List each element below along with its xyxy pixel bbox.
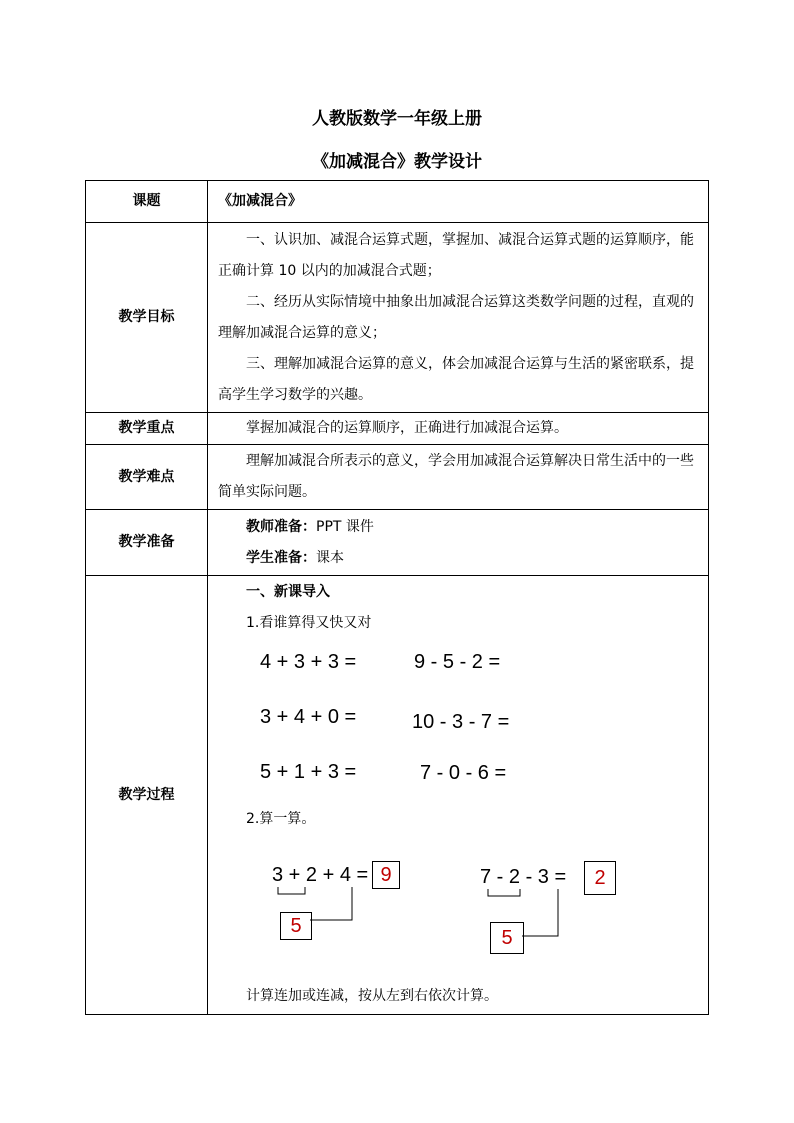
example2-expression: 7 - 2 - 3 = (480, 866, 567, 888)
equation-2: 9 - 5 - 2 = (414, 651, 501, 673)
example1-answer-box: 9 (372, 861, 400, 889)
step2-heading: 2.算一算。 (246, 811, 316, 827)
goal-item-3: 三、理解加减混合运算的意义，体会加减混合运算与生活的紧密联系，提高学生学习数学的兴趣。 (218, 355, 694, 403)
student-prep-value: 课本 (316, 549, 344, 566)
student-prep-label: 学生准备： (246, 549, 316, 566)
table-row-goals (86, 223, 709, 413)
table-row-difficulty (86, 445, 709, 510)
table-row-key (86, 413, 709, 445)
process-content (208, 576, 709, 1015)
document-title: 人教版数学一年级上册 (312, 109, 482, 129)
example2-partial-box: 5 (490, 922, 524, 954)
key-value: 掌握加减混合的运算顺序，正确进行加减混合运算。 (208, 413, 709, 445)
key-label: 教学重点 (86, 413, 208, 445)
table-row-topic (86, 181, 709, 223)
prep-content (208, 510, 709, 576)
document-subtitle: 《加减混合》教学设计 (312, 152, 482, 172)
table-row-prep (86, 510, 709, 576)
equation-1: 4 + 3 + 3 = (260, 651, 357, 673)
difficulty-value: 理解加减混合所表示的意义，学会用加减混合运算解决日常生活中的一些简单实际问题。 (218, 453, 694, 500)
prep-label: 教学准备 (86, 510, 208, 576)
goal-item-2: 二、经历从实际情境中抽象出加减混合运算这类数学问题的过程，直观的理解加减混合运算的意义； (218, 293, 694, 341)
example1-inner-bracket (278, 887, 305, 894)
difficulty-content (208, 445, 709, 510)
topic-label: 课题 (86, 181, 208, 223)
equation-4: 10 - 3 - 7 = (412, 711, 510, 733)
goals-label: 教学目标 (86, 223, 208, 413)
example2-answer-box: 2 (584, 861, 616, 895)
difficulty-label: 教学难点 (86, 445, 208, 510)
teacher-prep-label: 教师准备： (246, 518, 316, 535)
equation-6: 7 - 0 - 6 = (420, 762, 507, 784)
table-row-process (86, 576, 709, 1015)
bracket-lines (218, 576, 698, 1014)
section-intro-heading: 一、新课导入 (246, 584, 330, 600)
teacher-prep-value: PPT 课件 (316, 518, 374, 535)
example1-partial-box: 5 (280, 912, 312, 940)
step1-heading: 1.看谁算得又快又对 (246, 615, 372, 631)
topic-value: 《加减混合》 (208, 181, 709, 223)
equation-3: 3 + 4 + 0 = (260, 706, 357, 728)
conclusion-text: 计算连加或连减，按从左到右依次计算。 (246, 988, 498, 1004)
example1-outer-bracket (310, 887, 352, 920)
example2-inner-bracket (488, 889, 520, 896)
teacher-prep (218, 512, 700, 543)
goals-content (208, 223, 709, 413)
lesson-plan-table (85, 180, 709, 1015)
student-prep (218, 543, 700, 574)
goal-item-1: 一、认识加、减混合运算式题，掌握加、减混合运算式题的运算顺序，能正确计算 10 以内的加减混合式题； (218, 231, 694, 279)
equation-5: 5 + 1 + 3 = (260, 761, 357, 783)
example2-outer-bracket (522, 889, 558, 936)
example1-expression: 3 + 2 + 4 = (272, 864, 369, 886)
process-label: 教学过程 (86, 576, 208, 1015)
